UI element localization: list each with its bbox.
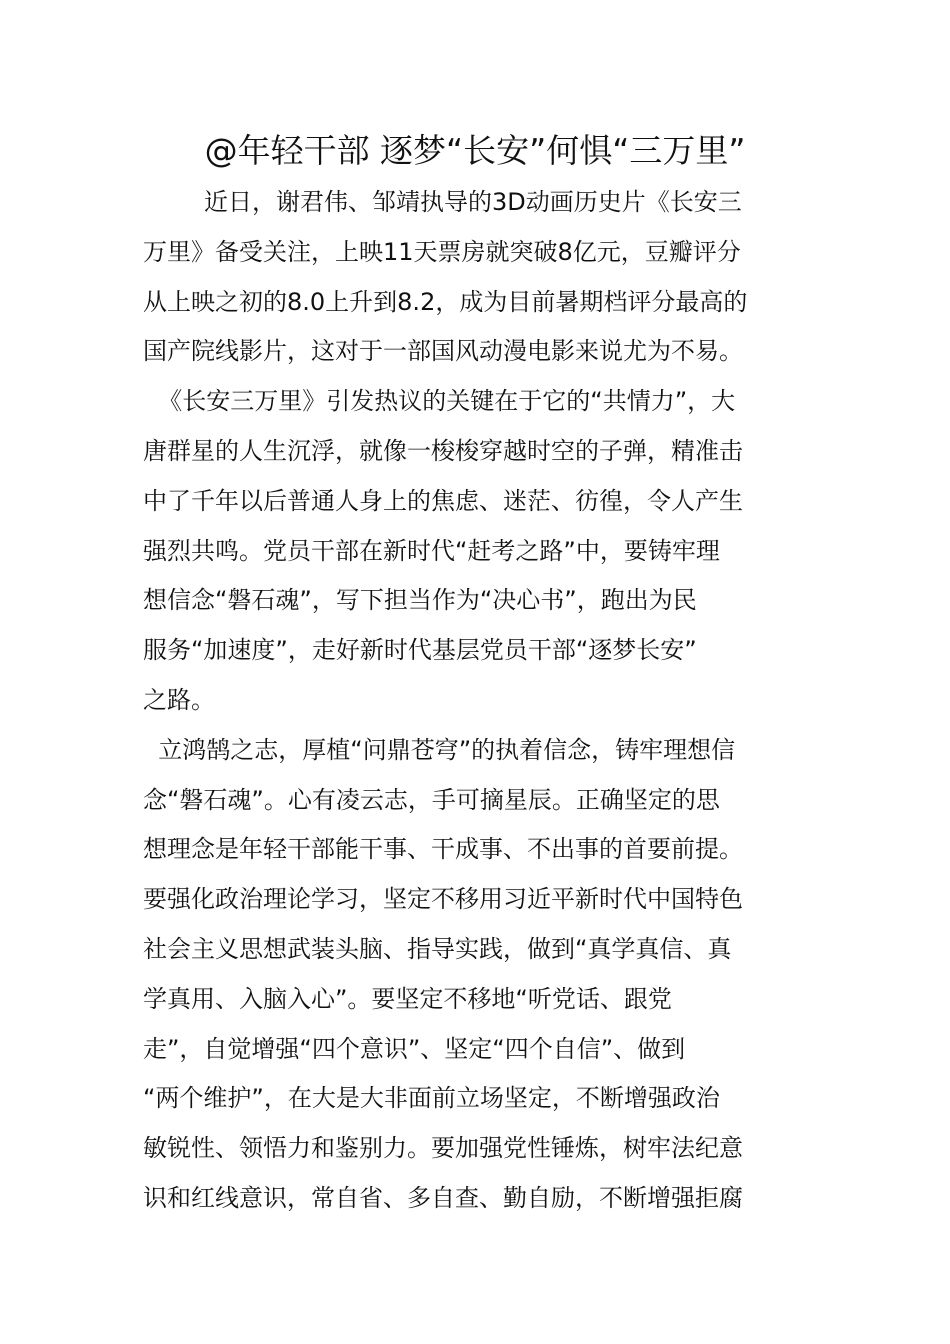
text-line: 从上映之初的8.0上升到8.2，成为目前暑期档评分最高的 [143, 287, 748, 316]
text-line: “两个维护”，在大是大非面前立场坚定，不断增强政治 [143, 1084, 720, 1113]
text-line: 要强化政治理论学习，坚定不移用习近平新时代中国特色 [143, 885, 743, 914]
text-line: 想信念“磐石魂”，写下担当作为“决心书”，跑出为民 [143, 586, 697, 615]
paragraph-intro [143, 178, 807, 377]
text-line: 敏锐性、领悟力和鉴别力。要加强党性锤炼，树牢法纪意 [143, 1134, 743, 1163]
text-line: 近日，谢君伟、邹靖执导的3D动画历史片《长安三 [143, 188, 742, 216]
text-line: 识和红线意识，常自省、多自查、勤自励，不断增强拒腐 [143, 1183, 743, 1212]
text-line: 唐群星的人生沉浮，就像一梭梭穿越时空的子弹，精准击 [143, 436, 743, 465]
text-line: 念“磐石魂”。心有凌云志，手可摘星辰。正确坚定的思 [143, 785, 720, 814]
text-line: 中了千年以后普通人身上的焦虑、迷茫、彷徨，令人产生 [143, 486, 743, 515]
article-body [143, 178, 807, 1224]
text-line: 服务“加速度”，走好新时代基层党员干部“逐梦长安” [143, 636, 697, 665]
article-title: @年轻干部 逐梦“长安”何惧“三万里” [204, 131, 746, 170]
text-line: 强烈共鸣。党员干部在新时代“赶考之路”中，要铸牢理 [143, 536, 720, 565]
text-line: 想理念是年轻干部能干事、干成事、不出事的首要前提。 [143, 835, 743, 864]
text-line: 万里》备受关注，上映11天票房就突破8亿元，豆瓣评分 [143, 237, 741, 266]
text-line: 立鸿鹄之志，厚植“问鼎苍穹”的执着信念，铸牢理想信 [143, 735, 736, 764]
text-line: 社会主义思想武装头脑、指导实践，做到“真学真信、真 [143, 934, 732, 963]
paragraph-resonance [143, 377, 807, 726]
text-line: 走”，自觉增强“四个意识”、坚定“四个自信”、做到 [143, 1034, 686, 1063]
text-line: 学真用、入脑入心”。要坚定不移地“听党话、跟党 [143, 984, 672, 1013]
paragraph-ideals [143, 726, 807, 1224]
text-line: 之路。 [143, 685, 215, 714]
text-line: 国产院线影片，这对于一部国风动漫电影来说尤为不易。 [143, 337, 743, 366]
text-line: 《长安三万里》引发热议的关键在于它的“共情力”，大 [143, 387, 736, 416]
